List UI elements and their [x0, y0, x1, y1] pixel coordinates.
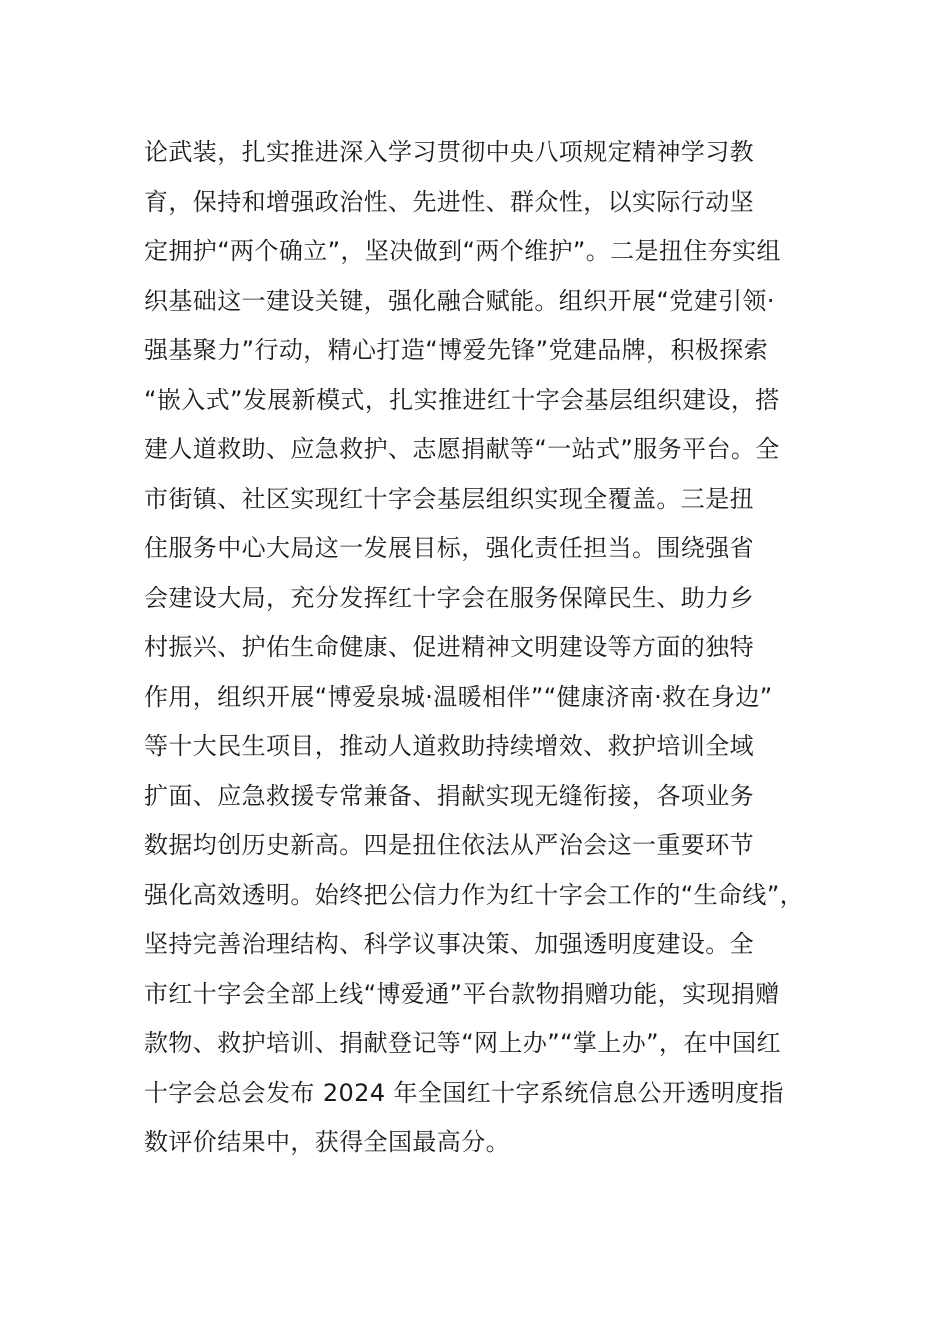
text-line: 织基础这一建设关键，强化融合赋能。组织开展“党建引领· [144, 286, 775, 315]
text-line: 市街镇、社区实现红十字会基层组织实现全覆盖。三是扭 [144, 484, 754, 513]
text-line: 建人道救助、应急救护、志愿捐献等“一站式”服务平台。全 [144, 435, 780, 463]
text-line: 村振兴、护佑生命健康、促进精神文明建设等方面的独特 [144, 633, 754, 661]
text-line: 会建设大局，充分发挥红十字会在服务保障民生、助力乡 [144, 583, 754, 612]
text-line: 作用，组织开展“博爱泉城·温暖相伴”“健康济南·救在身边” [144, 682, 773, 711]
text-line: 强基聚力”行动，精心打造“博爱先锋”党建品牌，积极探索 [144, 336, 769, 364]
text-line: 育，保持和增强政治性、先进性、群众性，以实际行动坚 [144, 187, 754, 216]
text-line: 等十大民生项目，推动人道救助持续增效、救护培训全域 [144, 732, 754, 760]
body-paragraph [144, 128, 844, 1168]
text-line: 住服务中心大局这一发展目标，强化责任担当。围绕强省 [144, 534, 754, 562]
text-line: 数据均创历史新高。四是扭住依法从严治会这一重要环节 [144, 831, 754, 859]
text-line: 坚持完善治理结构、科学议事决策、加强透明度建设。全 [144, 930, 754, 958]
text-line: “嵌入式”发展新模式，扎实推进红十字会基层组织建设，搭 [144, 385, 780, 414]
text-line: 十字会总会发布 2024 年全国红十字系统信息公开透明度指 [144, 1078, 784, 1107]
text-line: 款物、救护培训、捐献登记等“网上办”“掌上办”，在中国红 [144, 1029, 781, 1057]
text-line: 市红十字会全部上线“博爱通”平台款物捐赠功能，实现捐赠 [144, 979, 780, 1008]
text-line: 扩面、应急救援专常兼备、捐献实现无缝衔接，各项业务 [144, 781, 754, 810]
text-line: 论武装，扎实推进深入学习贯彻中央八项规定精神学习教 [144, 138, 754, 166]
text-line: 定拥护“两个确立”，坚决做到“两个维护”。二是扭住夯实组 [144, 237, 781, 265]
text-line: 强化高效透明。始终把公信力作为红十字会工作的“生命线”， [144, 880, 805, 909]
text-line: 数评价结果中，获得全国最高分。 [144, 1128, 510, 1156]
